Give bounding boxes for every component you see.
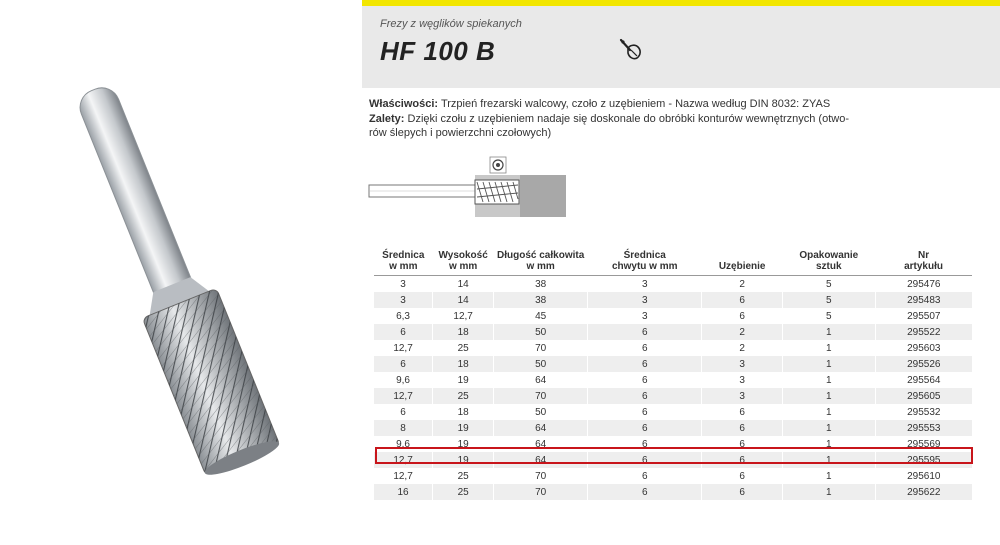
product-properties (369, 97, 849, 141)
cell-total-length: 70 (494, 340, 588, 356)
carbide-burr-photo (0, 60, 340, 500)
column-header-package: Opakowanie sztuk (782, 248, 875, 276)
cell-article-number: 295522 (875, 324, 972, 340)
cell-article-number: 295610 (907, 470, 941, 482)
cell-article-number: 295553 (875, 420, 972, 436)
table-row (374, 356, 972, 372)
cell-article-number: 295603 (907, 342, 941, 354)
cell-cut: 6 (702, 308, 783, 324)
cell-diameter: 6 (374, 324, 433, 340)
cell-cut: 6 (702, 468, 783, 484)
table-row (374, 292, 972, 308)
cell-height: 19 (433, 372, 494, 388)
cell-diameter: 12,7 (374, 452, 433, 468)
table-row (374, 388, 972, 404)
table-row (374, 420, 972, 436)
properties-text: Trzpień frezarski walcowy, czoło z uzębieniem - Nazwa według DIN 8032: ZYAS (440, 98, 831, 110)
cell-article-number: 295526 (875, 356, 972, 372)
table-row (374, 468, 972, 484)
column-header-shank-diameter: Średnica chwytu w mm (588, 248, 702, 276)
cell-height: 18 (433, 404, 494, 420)
cell-shank-diameter: 6 (588, 484, 702, 500)
cell-shank-diameter: 6 (588, 452, 702, 468)
cell-total-length: 50 (494, 356, 588, 372)
product-title: HF 100 B (380, 36, 496, 66)
cell-diameter: 6 (374, 404, 433, 420)
cell-height: 25 (433, 468, 494, 484)
table-row (374, 372, 972, 388)
cell-height: 18 (433, 356, 494, 372)
highlighted-row-frame (375, 447, 973, 464)
cell-package: 1 (782, 324, 875, 340)
cell-article-number: 295564 (907, 374, 941, 386)
advantages-label: Zalety: (369, 113, 405, 125)
cell-total-length: 64 (494, 372, 588, 388)
column-header-diameter: Średnica w mm (374, 248, 433, 276)
cell-diameter: 12,7 (374, 388, 433, 404)
cell-height: 19 (433, 420, 494, 436)
cell-cut: 2 (702, 276, 783, 293)
burr-cross-section-diagram (367, 155, 572, 225)
cell-article-number: 295622 (875, 484, 972, 500)
cell-diameter: 6,3 (374, 308, 433, 324)
cell-height: 18 (433, 324, 494, 340)
hand-tool-icon (617, 36, 645, 62)
cell-package: 5 (782, 292, 875, 308)
cell-total-length: 64 (494, 452, 588, 468)
cell-diameter: 3 (374, 292, 433, 308)
cell-height: 19 (433, 452, 494, 468)
cell-shank-diameter: 6 (588, 468, 702, 484)
cell-diameter: 12,7 (374, 468, 433, 484)
cell-cut: 6 (702, 420, 783, 436)
cell-article-number: 295476 (907, 278, 941, 290)
cell-diameter: 16 (374, 484, 433, 500)
cell-diameter: 8 (374, 420, 433, 436)
cell-diameter: 3 (374, 276, 433, 293)
table-row (374, 404, 972, 420)
cell-article-number: 295532 (907, 406, 941, 418)
column-header-cut: Uzębienie (702, 248, 783, 276)
cell-height: 25 (433, 484, 494, 500)
cell-article-number: 295483 (875, 292, 972, 308)
advantages-text-1: Dzięki czołu z uzębieniem nadaje się doskonale do obróbki konturów wewnętrznych (otwo- (407, 113, 849, 125)
cell-package: 1 (782, 468, 875, 484)
cell-package: 5 (782, 308, 875, 324)
cell-cut: 2 (702, 340, 783, 356)
cell-height: 25 (433, 388, 494, 404)
cell-cut: 6 (702, 436, 783, 452)
cell-shank-diameter: 6 (588, 340, 702, 356)
advantages-line (369, 112, 849, 140)
cell-diameter: 9,6 (374, 372, 433, 388)
cell-shank-diameter: 3 (588, 276, 702, 293)
advantages-text-2: rów ślepych i powierzchni czołowych) (369, 127, 552, 139)
cell-package: 1 (782, 420, 875, 436)
cell-article-number: 295507 (907, 310, 941, 322)
cell-total-length: 50 (494, 404, 588, 420)
cell-total-length: 38 (494, 276, 588, 293)
cell-cut: 6 (702, 404, 783, 420)
table-row (374, 340, 972, 356)
cell-total-length: 38 (494, 292, 588, 308)
cell-shank-diameter: 3 (588, 292, 702, 308)
cell-diameter: 6 (374, 356, 433, 372)
cell-cut: 6 (702, 452, 783, 468)
table-header-row (374, 248, 972, 276)
cell-shank-diameter: 6 (588, 324, 702, 340)
cell-cut: 6 (702, 484, 783, 500)
cell-height: 14 (433, 276, 494, 293)
cell-total-length: 50 (494, 324, 588, 340)
cell-shank-diameter: 6 (588, 356, 702, 372)
table-row (374, 324, 972, 340)
cell-diameter: 9,6 (374, 436, 433, 452)
cell-package: 1 (782, 404, 875, 420)
cell-cut: 3 (702, 356, 783, 372)
cell-package: 1 (782, 372, 875, 388)
cell-shank-diameter: 6 (588, 388, 702, 404)
table-body (374, 276, 972, 501)
cell-total-length: 64 (494, 420, 588, 436)
cell-article-number: 295569 (907, 438, 941, 450)
table-row (374, 276, 972, 293)
cell-package: 5 (782, 276, 875, 293)
column-header-article-number: Nr artykułu (875, 248, 972, 276)
cell-total-length: 45 (494, 308, 588, 324)
cell-shank-diameter: 6 (588, 372, 702, 388)
cell-total-length: 70 (494, 388, 588, 404)
cell-article-number: 295595 (875, 452, 972, 468)
column-header-total-length: Długość całkowita w mm (494, 248, 588, 276)
properties-line (369, 97, 849, 111)
cell-height: 12,7 (433, 308, 494, 324)
cell-diameter: 12,7 (374, 340, 433, 356)
cell-package: 1 (782, 356, 875, 372)
cell-package: 1 (782, 436, 875, 452)
cell-shank-diameter: 6 (588, 404, 702, 420)
product-category: Frezy z węglików spiekanych (380, 18, 522, 30)
cell-shank-diameter: 6 (588, 420, 702, 436)
cell-article-number: 295605 (875, 388, 972, 404)
cell-package: 1 (782, 340, 875, 356)
cell-cut: 3 (702, 372, 783, 388)
cell-total-length: 64 (494, 436, 588, 452)
cell-cut: 2 (702, 324, 783, 340)
cell-shank-diameter: 3 (588, 308, 702, 324)
cell-package: 1 (782, 484, 875, 500)
cell-total-length: 70 (494, 468, 588, 484)
table-row (374, 484, 972, 500)
cell-shank-diameter: 6 (588, 436, 702, 452)
cell-total-length: 70 (494, 484, 588, 500)
cell-height: 25 (433, 340, 494, 356)
cell-cut: 3 (702, 388, 783, 404)
cell-height: 19 (433, 436, 494, 452)
cell-cut: 6 (702, 292, 783, 308)
cell-package: 1 (782, 452, 875, 468)
properties-label: Właściwości: (369, 98, 439, 110)
cell-height: 14 (433, 292, 494, 308)
cell-package: 1 (782, 388, 875, 404)
column-header-height: Wysokość w mm (433, 248, 494, 276)
table-row (374, 308, 972, 324)
